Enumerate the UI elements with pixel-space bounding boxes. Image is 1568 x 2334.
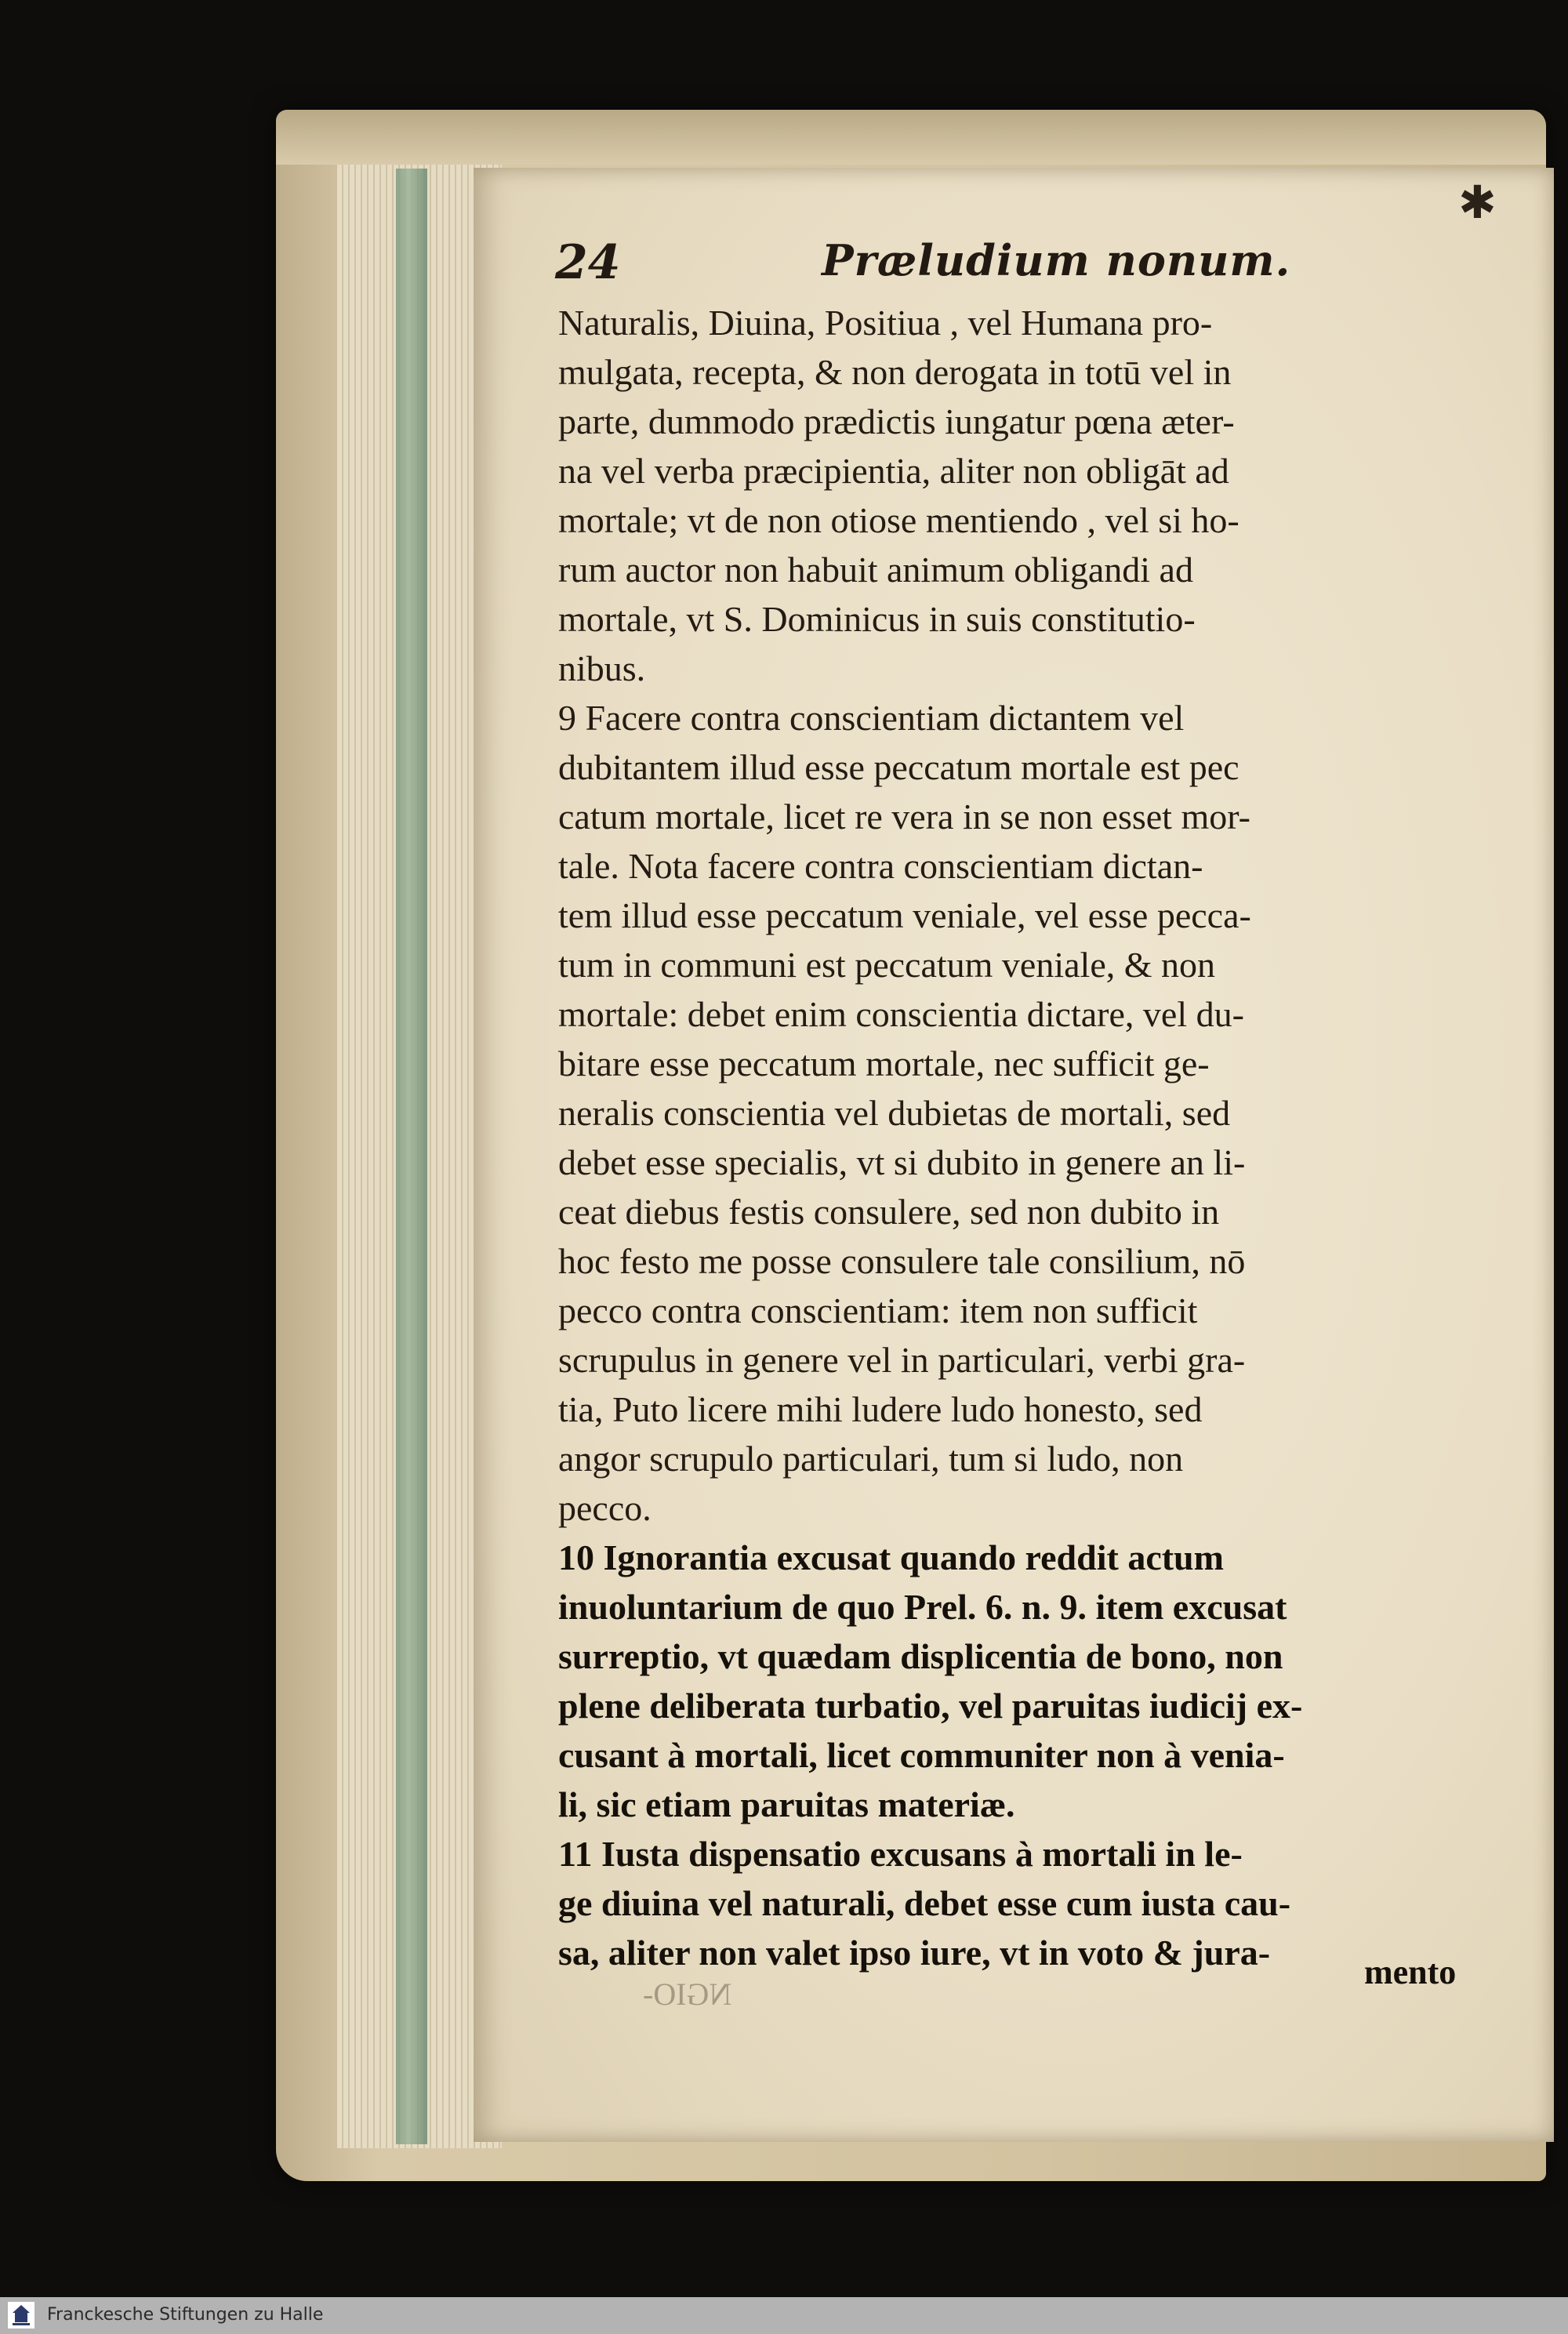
text-line: 9 Facere contra conscientiam dictantem vel: [558, 698, 1185, 738]
text-line: ceat diebus festis consulere, sed non dubito in: [558, 1192, 1220, 1232]
text-line: bitare esse peccatum mortale, nec sufficit ge-: [558, 1044, 1210, 1084]
cover-top-edge: [276, 110, 1546, 165]
text-line: sa, aliter non valet ipso iure, vt in voto & jura-: [558, 1933, 1271, 1973]
text-line: mortale: debet enim conscientia dictare, vel du-: [558, 994, 1244, 1034]
ornament-icon: ✱: [1458, 176, 1497, 229]
text-line: angor scrupulo particulari, tum si ludo, non: [558, 1439, 1184, 1479]
institution-logo-icon: [8, 2302, 34, 2329]
text-line: 10 Ignorantia excusat quando reddit actum: [558, 1537, 1224, 1577]
text-line: catum mortale, licet re vera in se non esset mor-: [558, 797, 1250, 837]
text-line: scrupulus in genere vel in particulari, verbi gra-: [558, 1340, 1246, 1380]
bleed-through-text: NGIO-: [643, 1976, 732, 2012]
green-page-edge: [396, 169, 427, 2144]
text-line: debet esse specialis, vt si dubito in genere an li-: [558, 1142, 1246, 1182]
body-text: [558, 298, 1491, 1977]
text-line: plene deliberata turbatio, vel paruitas iudicij ex-: [558, 1686, 1303, 1726]
text-line: mulgata, recepta, & non derogata in totū vel in: [558, 352, 1232, 392]
text-line: surreptio, vt quædam displicentia de bono, non: [558, 1636, 1283, 1676]
text-line: li, sic etiam paruitas materiæ.: [558, 1784, 1015, 1824]
text-line: tem illud esse peccatum veniale, vel esse pecca-: [558, 895, 1251, 935]
text-line: Naturalis, Diuina, Positiua , vel Humana pro-: [558, 303, 1213, 343]
text-line: dubitantem illud esse peccatum mortale est pec: [558, 747, 1240, 787]
footer-label: Franckesche Stiftungen zu Halle: [47, 2305, 324, 2325]
text-line: rum auctor non habuit animum obligandi ad: [558, 550, 1193, 590]
text-line: nibus.: [558, 648, 646, 688]
footer-bar: [0, 2297, 1568, 2334]
text-line: tale. Nota facere contra conscientiam dictan-: [558, 846, 1203, 886]
text-line: tia, Puto licere mihi ludere ludo honesto, sed: [558, 1389, 1203, 1429]
page-header: [555, 235, 1496, 306]
text-line: pecco.: [558, 1488, 652, 1528]
text-line: cusant à mortali, licet communiter non à venia-: [558, 1735, 1285, 1775]
text-line: mortale; vt de non otiose mentiendo , vel si ho-: [558, 500, 1240, 540]
text-line: 11 Iusta dispensatio excusans à mortali in le-: [558, 1834, 1243, 1874]
text-line: inuoluntarium de quo Prel. 6. n. 9. item excusat: [558, 1587, 1287, 1627]
running-head: Præludium nonum.: [822, 235, 1291, 285]
text-line: neralis conscientia vel dubietas de mortali, sed: [558, 1093, 1231, 1133]
text-line: tum in communi est peccatum veniale, & non: [558, 945, 1216, 985]
text-line: parte, dummodo prædictis iungatur pœna æter-: [558, 401, 1235, 441]
text-line: hoc festo me posse consulere tale consilium, nō: [558, 1241, 1246, 1281]
text-line: ge diuina vel naturali, debet esse cum iusta cau-: [558, 1883, 1291, 1923]
page-number: 24: [555, 235, 621, 290]
text-line: mortale, vt S. Dominicus in suis constitutio-: [558, 599, 1196, 639]
text-line: pecco contra conscientiam: item non sufficit: [558, 1290, 1198, 1330]
catchword: mento: [1364, 1953, 1457, 1991]
text-line: na vel verba præcipientia, aliter non obligāt ad: [558, 451, 1229, 491]
